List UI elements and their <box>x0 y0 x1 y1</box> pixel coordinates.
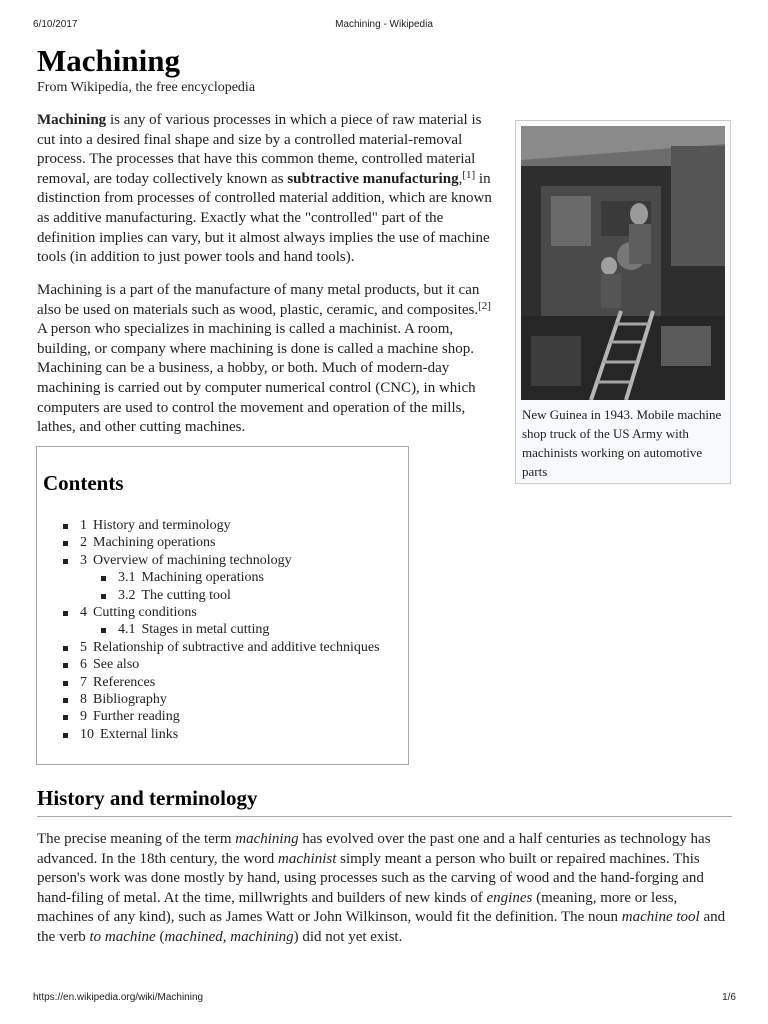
figure-thumbnail <box>515 120 731 484</box>
print-page-title: Machining - Wikipedia <box>335 19 433 30</box>
toc-title: Contents <box>43 471 124 495</box>
toc-item-3[interactable]: 3 Overview of machining technology 3.1 Machining operations 3.2 The cutting tool <box>61 552 406 604</box>
link-subtractive-manufacturing[interactable]: subtractive manufacturing <box>287 170 459 187</box>
figure-caption: New Guinea in 1943. Mobile machine shop truck of the US Army with machinists working on automotive parts <box>522 407 722 479</box>
toc-item-5[interactable]: 5 Relationship of subtractive and additive techniques <box>61 639 406 656</box>
history-paragraph: The precise meaning of the term machining has evolved over the past one and a half centuries as technology has advanced. In the 18th century, the word machinist simply meant a person who built or repaired machines. This person's work was done mostly by hand, using processes such as the carving of wood and the hand-forging and hand-filing of metal. At the time, millwrights and builders of new kinds of engines (meaning, more or less, machines of any kind), such as James Watt or John Wilkinson, would fit the definition. The noun machine tool and the verb to machine (machined, machining) did not yet exist. <box>37 831 726 945</box>
table-of-contents <box>36 446 409 765</box>
toc-sublist-4 <box>99 621 406 638</box>
toc-item-7[interactable]: 7 References <box>61 674 406 691</box>
section-divider <box>37 816 732 817</box>
article-tagline: From Wikipedia, the free encyclopedia <box>37 80 256 95</box>
print-page-number: 1/6 <box>722 992 736 1003</box>
toc-item-2[interactable]: 2 Machining operations <box>61 534 406 551</box>
toc-sublist-3 <box>99 569 406 604</box>
toc-item-1[interactable]: 1 History and terminology <box>61 517 406 534</box>
toc-item-9[interactable]: 9 Further reading <box>61 708 406 725</box>
print-date: 6/10/2017 <box>33 19 78 30</box>
reference-1[interactable]: [1] <box>462 168 476 181</box>
intro-paragraph-2: Machining is a part of the manufacture of many metal products, but it can also be used on materials such as wood, plastic, ceramic, and composites.[2] A person who specializes in machining is called a machinist. A room, building, or company where machining is done is called a machine shop. Machining can be a business, a hobby, or both. Much of modern-day machining is carried out by computer numerical control (CNC), in which computers are used to control the movement and operation of the mills, lathes, and other cutting machines. <box>37 282 491 436</box>
section-heading-history: History and terminology <box>37 786 258 810</box>
reference-2[interactable]: [2] <box>478 299 491 312</box>
toc-item-3-1[interactable]: 3.1 Machining operations <box>99 569 406 586</box>
article-title: Machining <box>37 43 180 78</box>
print-url: https://en.wikipedia.org/wiki/Machining <box>33 992 204 1003</box>
toc-item-10[interactable]: 10 External links <box>61 726 406 743</box>
toc-list <box>61 517 406 743</box>
print-footer <box>0 992 768 1006</box>
print-header <box>0 19 768 33</box>
intro-paragraph-1: Machining is any of various processes in which a piece of raw material is cut into a desired final shape and size by a controlled material-removal process. The processes that have this common theme, controlled material removal, are today collectively known as subtractive manufacturing,[1] in distinction from processes of controlled material addition, which are known as additive manufacturing. Exactly what the "controlled" part of the definition implies can vary, but it almost always implies the use of machine tools (in addition to just power tools and hand tools). <box>37 112 492 266</box>
toc-item-4-1[interactable]: 4.1 Stages in metal cutting <box>99 621 406 638</box>
toc-item-8[interactable]: 8 Bibliography <box>61 691 406 708</box>
toc-item-3-2[interactable]: 3.2 The cutting tool <box>99 587 406 604</box>
term-machining: Machining <box>37 112 107 128</box>
machine-shop-photo[interactable] <box>521 126 725 400</box>
toc-item-6[interactable]: 6 See also <box>61 656 406 673</box>
toc-item-4[interactable]: 4 Cutting conditions 4.1 Stages in metal cutting <box>61 604 406 639</box>
